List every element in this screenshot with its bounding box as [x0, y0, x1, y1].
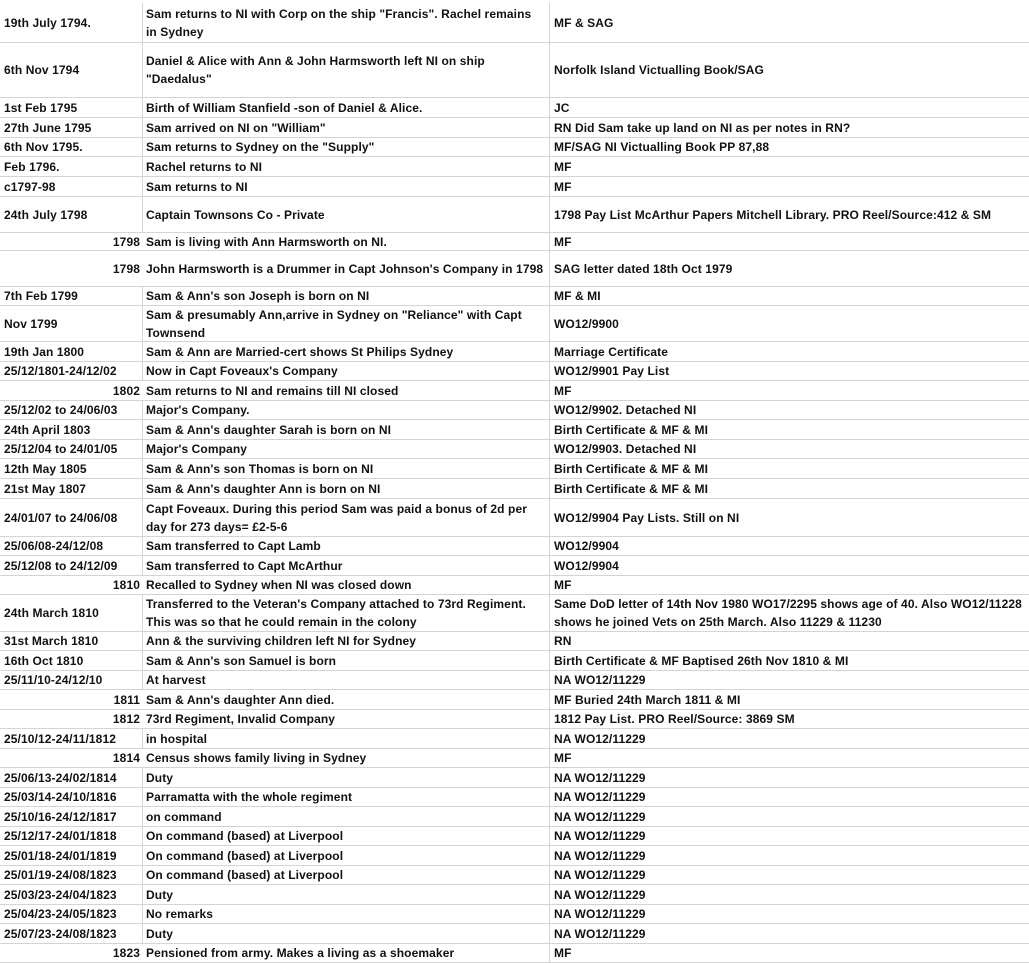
date-cell[interactable]: [0, 866, 143, 884]
table-row: [0, 138, 1029, 157]
event-text: John Harmsworth is a Drummer in Capt Johnson's Company in 1798: [146, 261, 544, 276]
event-text: Pensioned from army. Makes a living as a shoemaker: [146, 946, 455, 960]
source-text: MF/SAG NI Victualling Book PP 87,88: [554, 140, 770, 154]
event-cell[interactable]: [143, 362, 550, 380]
source-text: MF: [554, 751, 572, 765]
event-text: Sam & Ann's son Samuel is born: [146, 653, 337, 668]
event-text: Sam returns to Sydney on the "Supply": [146, 140, 375, 154]
date-text: 1811: [113, 692, 140, 707]
source-cell[interactable]: [550, 177, 1029, 196]
source-text: MF: [554, 159, 572, 174]
event-cell[interactable]: [143, 924, 550, 943]
event-cell[interactable]: [143, 233, 550, 250]
event-cell[interactable]: [143, 251, 550, 286]
table-row: [0, 362, 1029, 381]
source-text: Birth Certificate & MF & MI: [554, 461, 709, 476]
source-cell[interactable]: [550, 885, 1029, 904]
event-cell[interactable]: [143, 118, 550, 137]
table-row: [0, 729, 1029, 749]
source-cell[interactable]: [550, 905, 1029, 923]
date-text: 1810: [112, 578, 140, 592]
date-cell[interactable]: [0, 690, 143, 709]
event-text: On command (based) at Liverpool: [146, 848, 344, 863]
source-cell[interactable]: [550, 537, 1029, 555]
source-cell[interactable]: [550, 749, 1029, 767]
table-row: [0, 807, 1029, 827]
event-cell[interactable]: [143, 768, 550, 787]
event-text: Sam is living with Ann Harmsworth on NI.: [146, 234, 387, 249]
date-text: Feb 1796.: [4, 159, 60, 174]
source-cell[interactable]: [550, 251, 1029, 286]
event-text: Sam & Ann's son Thomas is born on NI: [146, 461, 374, 476]
date-cell[interactable]: [0, 632, 143, 650]
source-text: NA WO12/11229: [554, 926, 646, 941]
event-text: Sam transferred to Capt Lamb: [146, 539, 321, 553]
table-row: [0, 118, 1029, 138]
table-row: [0, 556, 1029, 576]
source-text: NA WO12/11229: [554, 887, 646, 902]
date-text: 25/01/18-24/01/1819: [4, 848, 117, 863]
date-text: 6th Nov 1794: [4, 63, 80, 77]
source-text: 1798 Pay List McArthur Papers Mitchell Library. PRO Reel/Source:412 & SM: [554, 207, 992, 222]
date-cell[interactable]: [0, 306, 143, 341]
date-cell[interactable]: [0, 595, 143, 631]
date-cell[interactable]: [0, 499, 143, 536]
date-text: 25/10/12-24/11/1812: [4, 731, 117, 746]
date-text: 24/01/07 to 24/06/08: [4, 510, 118, 525]
event-text: Sam & Ann's son Joseph is born on NI: [146, 289, 370, 303]
date-text: 25/12/1801-24/12/02: [4, 364, 117, 378]
source-cell[interactable]: [550, 556, 1029, 575]
source-cell[interactable]: [550, 944, 1029, 962]
event-text: On command (based) at Liverpool: [146, 868, 344, 882]
date-text: 16th Oct 1810: [4, 653, 84, 668]
event-cell[interactable]: [143, 632, 550, 650]
event-cell[interactable]: [143, 306, 550, 341]
date-cell[interactable]: [0, 43, 143, 97]
date-text: 27th June 1795: [4, 120, 92, 135]
event-text: Duty: [146, 926, 174, 941]
source-cell[interactable]: [550, 401, 1029, 419]
date-text: 19th Jan 1800: [4, 344, 85, 359]
event-text: Now in Capt Foveaux's Company: [146, 364, 338, 378]
date-text: 1st Feb 1795: [4, 100, 78, 115]
date-cell[interactable]: [0, 788, 143, 806]
date-cell[interactable]: [0, 401, 143, 419]
source-text: WO12/9902. Detached NI: [554, 403, 697, 417]
table-row: [0, 944, 1029, 963]
event-cell[interactable]: [143, 157, 550, 176]
event-cell[interactable]: [143, 401, 550, 419]
table-row: [0, 885, 1029, 905]
event-cell[interactable]: [143, 885, 550, 904]
event-cell[interactable]: [143, 807, 550, 826]
date-text: 12th May 1805: [4, 461, 87, 476]
source-text: RN Did Sam take up land on NI as per notes in RN?: [554, 120, 851, 135]
date-text: 1812: [112, 712, 140, 726]
event-text: Sam returns to NI: [146, 179, 248, 194]
event-cell[interactable]: [143, 827, 550, 845]
event-cell[interactable]: [143, 846, 550, 865]
date-text: 1823: [112, 946, 140, 960]
source-cell[interactable]: [550, 98, 1029, 117]
event-cell[interactable]: [143, 440, 550, 458]
table-row: [0, 671, 1029, 690]
source-text: NA WO12/11229: [554, 809, 646, 824]
event-text: At harvest: [146, 673, 206, 687]
table-row: [0, 499, 1029, 537]
table-row: [0, 924, 1029, 944]
event-cell[interactable]: [143, 710, 550, 728]
date-cell[interactable]: [0, 3, 143, 42]
event-cell[interactable]: [143, 197, 550, 232]
source-text: Birth Certificate & MF & MI: [554, 481, 709, 496]
date-cell[interactable]: [0, 651, 143, 670]
table-row: [0, 233, 1029, 251]
event-cell[interactable]: [143, 381, 550, 400]
date-text: 25/06/13-24/02/1814: [4, 770, 117, 785]
date-cell[interactable]: [0, 440, 143, 458]
date-cell[interactable]: [0, 138, 143, 156]
event-text: On command (based) at Liverpool: [146, 829, 344, 843]
source-text: Marriage Certificate: [554, 344, 669, 359]
event-text: in hospital: [146, 731, 208, 746]
source-text: WO12/9900: [554, 316, 619, 331]
event-text: Duty: [146, 770, 174, 785]
event-text: Birth of William Stanfield -son of Daniel & Alice.: [146, 100, 423, 115]
event-text: on command: [146, 809, 222, 824]
date-cell[interactable]: [0, 362, 143, 380]
event-text: Census shows family living in Sydney: [146, 751, 367, 765]
event-text: No remarks: [146, 907, 214, 921]
date-text: 19th July 1794.: [4, 15, 91, 30]
date-text: 1814: [112, 751, 140, 765]
date-cell[interactable]: [0, 827, 143, 845]
table-row: [0, 197, 1029, 233]
event-cell[interactable]: [143, 556, 550, 575]
source-text: NA WO12/11229: [554, 829, 646, 843]
table-row: [0, 3, 1029, 43]
date-text: 25/12/04 to 24/01/05: [4, 442, 118, 456]
source-text: NA WO12/11229: [554, 790, 646, 804]
event-cell[interactable]: [143, 651, 550, 670]
event-text: Capt Foveaux. During this period Sam was paid a bonus of 2d per day for 273 days= £2-5-6: [146, 501, 528, 534]
event-cell[interactable]: [143, 690, 550, 709]
table-row: [0, 342, 1029, 362]
source-cell[interactable]: [550, 807, 1029, 826]
source-text: Same DoD letter of 14th Nov 1980 WO17/2295 shows age of 40. Also WO12/11228 shows he joined Vets on 25th March. Also 11229 & 11230: [554, 597, 1022, 629]
event-cell[interactable]: [143, 138, 550, 156]
date-cell[interactable]: [0, 576, 143, 594]
source-cell[interactable]: [550, 924, 1029, 943]
source-text: 1812 Pay List. PRO Reel/Source: 3869 SM: [554, 712, 795, 726]
source-cell[interactable]: [550, 827, 1029, 845]
date-cell[interactable]: [0, 157, 143, 176]
date-text: 25/10/16-24/12/1817: [4, 809, 117, 824]
source-cell[interactable]: [550, 306, 1029, 341]
table-row: [0, 788, 1029, 807]
date-cell[interactable]: [0, 381, 143, 400]
event-text: Sam returns to NI and remains till NI closed: [146, 383, 399, 398]
source-cell[interactable]: [550, 846, 1029, 865]
date-cell[interactable]: [0, 807, 143, 826]
event-text: Sam arrived on NI on "William": [146, 120, 326, 135]
source-cell[interactable]: [550, 440, 1029, 458]
date-cell[interactable]: [0, 556, 143, 575]
table-row: [0, 632, 1029, 651]
event-text: Major's Company: [146, 442, 248, 456]
event-text: Sam returns to NI with Corp on the ship "Francis". Rachel remains in Sydney: [146, 6, 532, 39]
source-cell[interactable]: [550, 768, 1029, 787]
table-row: [0, 827, 1029, 846]
date-text: 1802: [112, 383, 140, 398]
event-text: Sam & presumably Ann,arrive in Sydney on "Reliance" with Capt Townsend: [146, 307, 522, 340]
source-cell[interactable]: [550, 342, 1029, 361]
event-cell[interactable]: [143, 788, 550, 806]
event-cell[interactable]: [143, 576, 550, 594]
source-text: Birth Certificate & MF Baptised 26th Nov 1810 & MI: [554, 653, 849, 668]
table-row: [0, 420, 1029, 440]
event-cell[interactable]: [143, 595, 550, 631]
date-text: 1798: [112, 261, 140, 276]
date-cell[interactable]: [0, 459, 143, 478]
date-cell[interactable]: [0, 197, 143, 232]
source-cell[interactable]: [550, 381, 1029, 400]
source-text: NA WO12/11229: [554, 770, 646, 785]
table-row: [0, 479, 1029, 499]
source-cell[interactable]: [550, 788, 1029, 806]
source-cell[interactable]: [550, 710, 1029, 728]
date-cell[interactable]: [0, 768, 143, 787]
event-text: Sam & Ann are Married-cert shows St Philips Sydney: [146, 344, 454, 359]
source-cell[interactable]: [550, 420, 1029, 439]
date-cell[interactable]: [0, 287, 143, 305]
source-cell[interactable]: [550, 671, 1029, 689]
source-cell[interactable]: [550, 3, 1029, 42]
table-row: [0, 905, 1029, 924]
source-cell[interactable]: [550, 479, 1029, 498]
event-text: Transferred to the Veteran's Company attached to 73rd Regiment. This was so that he could remain in the colony: [146, 597, 526, 629]
source-text: MF & SAG: [554, 15, 614, 30]
table-row: [0, 768, 1029, 788]
date-cell[interactable]: [0, 233, 143, 250]
event-cell[interactable]: [143, 287, 550, 305]
source-text: NA WO12/11229: [554, 731, 646, 746]
date-text: 25/12/08 to 24/12/09: [4, 558, 118, 573]
date-cell[interactable]: [0, 342, 143, 361]
table-row: [0, 710, 1029, 729]
date-text: 7th Feb 1799: [4, 289, 78, 303]
source-text: WO12/9904: [554, 558, 619, 573]
source-text: MF Buried 24th March 1811 & MI: [554, 692, 741, 707]
event-text: Sam & Ann's daughter Sarah is born on NI: [146, 422, 392, 437]
table-row: [0, 690, 1029, 710]
date-text: 31st March 1810: [4, 634, 99, 648]
event-cell[interactable]: [143, 459, 550, 478]
table-row: [0, 459, 1029, 479]
event-text: Recalled to Sydney when NI was closed down: [146, 578, 412, 592]
date-text: 25/03/23-24/04/1823: [4, 887, 117, 902]
source-cell[interactable]: [550, 157, 1029, 176]
table-row: [0, 595, 1029, 632]
event-cell[interactable]: [143, 3, 550, 42]
table-row: [0, 866, 1029, 885]
date-cell[interactable]: [0, 98, 143, 117]
table-row: [0, 846, 1029, 866]
source-cell[interactable]: [550, 362, 1029, 380]
source-cell[interactable]: [550, 729, 1029, 748]
event-text: Daniel & Alice with Ann & John Harmsworth left NI on ship "Daedalus": [146, 54, 485, 86]
date-cell[interactable]: [0, 420, 143, 439]
source-text: NA WO12/11229: [554, 868, 646, 882]
source-text: WO12/9903. Detached NI: [554, 442, 697, 456]
source-text: MF: [554, 578, 572, 592]
date-cell[interactable]: [0, 118, 143, 137]
table-row: [0, 749, 1029, 768]
source-cell[interactable]: [550, 233, 1029, 250]
event-cell[interactable]: [143, 866, 550, 884]
date-text: 25/06/08-24/12/08: [4, 539, 104, 553]
event-text: Duty: [146, 887, 174, 902]
event-cell[interactable]: [143, 905, 550, 923]
table-row: [0, 651, 1029, 671]
date-cell[interactable]: [0, 905, 143, 923]
source-cell[interactable]: [550, 499, 1029, 536]
source-text: MF & MI: [554, 289, 601, 303]
event-text: Ann & the surviving children left NI for Sydney: [146, 634, 417, 648]
event-cell[interactable]: [143, 98, 550, 117]
table-row: [0, 306, 1029, 342]
source-cell[interactable]: [550, 632, 1029, 650]
date-text: 24th April 1803: [4, 422, 91, 437]
source-text: RN: [554, 634, 572, 648]
source-text: JC: [554, 100, 570, 115]
table-row: [0, 251, 1029, 287]
event-text: Rachel returns to NI: [146, 159, 263, 174]
event-cell[interactable]: [143, 499, 550, 536]
event-cell[interactable]: [143, 944, 550, 962]
table-row: [0, 440, 1029, 459]
table-row: [0, 98, 1029, 118]
date-text: 25/12/17-24/01/1818: [4, 829, 117, 843]
source-cell[interactable]: [550, 651, 1029, 670]
date-cell[interactable]: [0, 537, 143, 555]
date-text: 25/07/23-24/08/1823: [4, 926, 117, 941]
source-text: MF: [554, 946, 572, 960]
source-text: WO12/9901 Pay List: [554, 364, 670, 378]
source-cell[interactable]: [550, 595, 1029, 631]
date-text: 25/03/14-24/10/1816: [4, 790, 117, 804]
event-text: 73rd Regiment, Invalid Company: [146, 712, 336, 726]
source-cell[interactable]: [550, 138, 1029, 156]
table-row: [0, 537, 1029, 556]
event-cell[interactable]: [143, 479, 550, 498]
event-cell[interactable]: [143, 671, 550, 689]
event-text: Parramatta with the whole regiment: [146, 790, 353, 804]
date-text: 1798: [112, 234, 140, 249]
source-cell[interactable]: [550, 576, 1029, 594]
event-text: Sam & Ann's daughter Ann is born on NI: [146, 481, 381, 496]
date-cell[interactable]: [0, 846, 143, 865]
event-cell[interactable]: [143, 749, 550, 767]
event-cell[interactable]: [143, 537, 550, 555]
source-cell[interactable]: [550, 866, 1029, 884]
date-text: c1797-98: [4, 179, 56, 194]
date-cell[interactable]: [0, 671, 143, 689]
date-text: 24th July 1798: [4, 207, 88, 222]
date-text: 21st May 1807: [4, 481, 87, 496]
date-cell[interactable]: [0, 177, 143, 196]
source-text: NA WO12/11229: [554, 848, 646, 863]
date-cell[interactable]: [0, 749, 143, 767]
date-cell[interactable]: [0, 944, 143, 962]
source-text: NA WO12/11229: [554, 673, 646, 687]
date-text: 24th March 1810: [4, 606, 99, 620]
source-text: MF: [554, 234, 572, 249]
date-text: Nov 1799: [4, 316, 58, 331]
date-text: 6th Nov 1795.: [4, 140, 83, 154]
table-row: [0, 43, 1029, 98]
source-cell[interactable]: [550, 43, 1029, 97]
source-cell[interactable]: [550, 459, 1029, 478]
event-text: Sam & Ann's daughter Ann died.: [146, 692, 335, 707]
event-cell[interactable]: [143, 420, 550, 439]
source-cell[interactable]: [550, 197, 1029, 232]
source-text: MF: [554, 179, 572, 194]
event-text: Captain Townsons Co - Private: [146, 207, 325, 222]
date-text: 25/01/19-24/08/1823: [4, 868, 117, 882]
event-cell[interactable]: [143, 43, 550, 97]
source-cell[interactable]: [550, 118, 1029, 137]
date-cell[interactable]: [0, 479, 143, 498]
table-row: [0, 287, 1029, 306]
date-text: 25/11/10-24/12/10: [4, 673, 103, 687]
date-cell[interactable]: [0, 251, 143, 286]
source-text: Birth Certificate & MF & MI: [554, 422, 709, 437]
source-text: SAG letter dated 18th Oct 1979: [554, 261, 733, 276]
source-text: Norfolk Island Victualling Book/SAG: [554, 63, 764, 77]
source-text: NA WO12/11229: [554, 907, 646, 921]
source-cell[interactable]: [550, 287, 1029, 305]
event-cell[interactable]: [143, 342, 550, 361]
event-text: Major's Company.: [146, 403, 250, 417]
table-row: [0, 576, 1029, 595]
event-cell[interactable]: [143, 729, 550, 748]
source-cell[interactable]: [550, 690, 1029, 709]
event-cell[interactable]: [143, 177, 550, 196]
date-text: 25/12/02 to 24/06/03: [4, 403, 118, 417]
date-cell[interactable]: [0, 924, 143, 943]
source-text: WO12/9904: [554, 539, 619, 553]
date-cell[interactable]: [0, 885, 143, 904]
date-text: 25/04/23-24/05/1823: [4, 907, 117, 921]
source-text: WO12/9904 Pay Lists. Still on NI: [554, 510, 740, 525]
date-cell[interactable]: [0, 710, 143, 728]
date-cell[interactable]: [0, 729, 143, 748]
table-row: [0, 177, 1029, 197]
table-row: [0, 381, 1029, 401]
table-row: [0, 401, 1029, 420]
source-text: MF: [554, 383, 572, 398]
table-row: [0, 157, 1029, 177]
event-text: Sam transferred to Capt McArthur: [146, 558, 343, 573]
